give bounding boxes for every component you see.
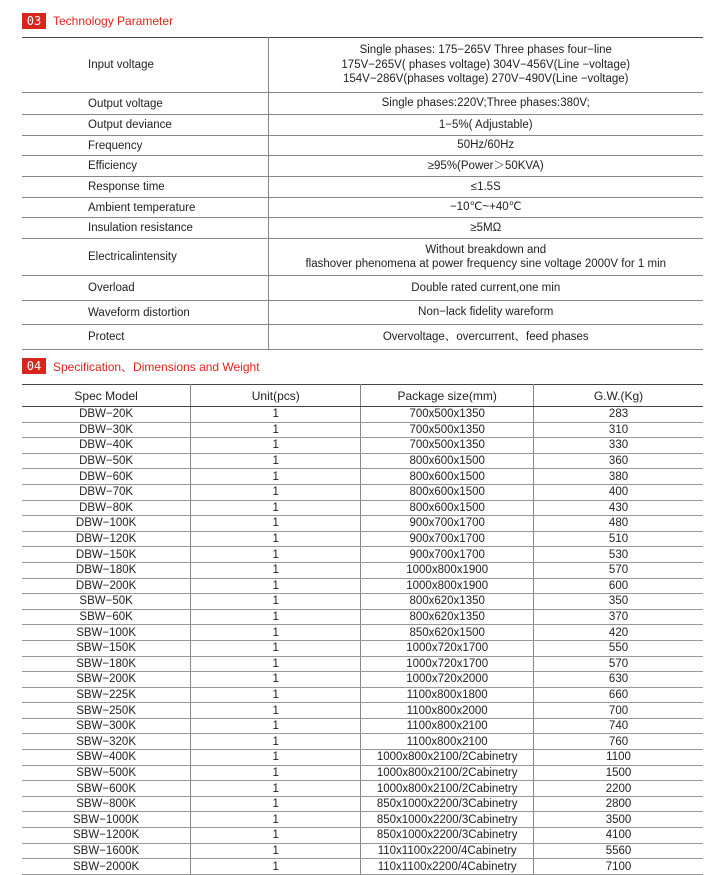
spec-model-cell: SBW−100K [22,625,191,641]
unit-cell: 1 [191,484,361,500]
parameter-value-line: Overvoltage、overcurrent、feed phases [382,330,589,343]
unit-cell: 1 [191,796,361,812]
parameter-value-line: Double rated current,one min [411,281,561,294]
parameter-value [268,93,703,115]
section-number-badge: 04 [22,358,46,374]
parameter-value-line: Single phases: 175−265V Three phases four−line [359,44,612,57]
unit-cell: 1 [191,609,361,625]
parameter-value-line: 175V−265V( phases voltage) 304V−456V(Line −voltage) [341,58,631,71]
weight-cell: 350 [534,594,703,610]
parameter-value [268,325,703,350]
parameter-label: Output voltage [22,93,268,115]
parameter-label: Efficiency [22,156,268,177]
parameter-row [22,38,703,93]
parameter-value [268,276,703,301]
package-size-cell: 1000x800x2100/2Cabinetry [361,750,534,766]
package-size-cell: 110x1100x2200/4Cabinetry [361,859,534,875]
weight-cell: 3500 [534,812,703,828]
table-row [22,531,703,547]
weight-cell: 2800 [534,796,703,812]
technology-parameter-table [22,37,703,350]
unit-cell: 1 [191,562,361,578]
spec-model-cell: DBW−200K [22,578,191,594]
package-size-cell: 850x620x1500 [361,625,534,641]
package-size-cell: 900x700x1700 [361,547,534,563]
parameter-label: Insulation resistance [22,218,268,239]
weight-cell: 7100 [534,859,703,875]
unit-cell: 1 [191,718,361,734]
parameter-value [268,136,703,156]
package-size-cell: 1000x800x1900 [361,562,534,578]
package-size-cell: 700x500x1350 [361,407,534,423]
unit-cell: 1 [191,500,361,516]
unit-cell: 1 [191,750,361,766]
table-row [22,438,703,454]
spec-model-cell: SBW−400K [22,750,191,766]
spec-model-cell: DBW−150K [22,547,191,563]
parameter-value-line: Non−lack fidelity wareform [418,306,554,319]
parameter-row [22,239,703,276]
table-row [22,547,703,563]
parameter-row [22,156,703,177]
weight-cell: 430 [534,500,703,516]
spec-model-cell: SBW−180K [22,656,191,672]
parameter-row [22,93,703,115]
package-size-cell: 800x600x1500 [361,500,534,516]
table-row [22,484,703,500]
weight-cell: 1500 [534,765,703,781]
unit-cell: 1 [191,859,361,875]
table-row [22,469,703,485]
unit-cell: 1 [191,672,361,688]
parameter-label: Overload [22,276,268,301]
package-size-cell: 1100x800x2100 [361,718,534,734]
parameter-label: Frequency [22,136,268,156]
column-header: Package size(mm) [361,385,534,407]
parameter-row [22,218,703,239]
spec-model-cell: DBW−100K [22,516,191,532]
table-row [22,672,703,688]
spec-model-cell: SBW−1000K [22,812,191,828]
weight-cell: 2200 [534,781,703,797]
section-header-technology [22,11,173,31]
section-title: Technology Parameter [53,14,174,28]
unit-cell: 1 [191,578,361,594]
column-header: Spec Model [22,385,191,407]
package-size-cell: 1000x800x2100/2Cabinetry [361,765,534,781]
weight-cell: 360 [534,453,703,469]
table-row [22,765,703,781]
parameter-value-line: ≤1.5S [470,180,501,193]
package-size-cell: 1000x720x1700 [361,656,534,672]
spec-model-cell: SBW−200K [22,672,191,688]
parameter-row [22,136,703,156]
parameter-value [268,115,703,136]
weight-cell: 420 [534,625,703,641]
unit-cell: 1 [191,703,361,719]
table-row [22,609,703,625]
weight-cell: 660 [534,687,703,703]
weight-cell: 4100 [534,828,703,844]
package-size-cell: 900x700x1700 [361,531,534,547]
table-row [22,718,703,734]
parameter-value-line: Without breakdown and [425,243,547,256]
parameter-value [268,301,703,325]
table-row [22,453,703,469]
weight-cell: 400 [534,484,703,500]
package-size-cell: 110x1100x2200/4Cabinetry [361,843,534,859]
package-size-cell: 1000x720x2000 [361,672,534,688]
unit-cell: 1 [191,687,361,703]
package-size-cell: 700x500x1350 [361,438,534,454]
unit-cell: 1 [191,734,361,750]
spec-model-cell: DBW−80K [22,500,191,516]
parameter-value [268,156,703,177]
specification-table [22,384,703,875]
parameter-value-line: flashover phenomena at power frequency sine voltage 2000V for 1 min [305,258,667,270]
weight-cell: 380 [534,469,703,485]
table-row [22,828,703,844]
table-row [22,422,703,438]
unit-cell: 1 [191,843,361,859]
parameter-value [268,198,703,218]
table-header-row [22,385,703,407]
table-row [22,859,703,875]
weight-cell: 370 [534,609,703,625]
parameter-label: Response time [22,177,268,198]
spec-model-cell: DBW−20K [22,407,191,423]
spec-model-cell: SBW−600K [22,781,191,797]
parameter-row [22,115,703,136]
unit-cell: 1 [191,516,361,532]
weight-cell: 480 [534,516,703,532]
parameter-row [22,177,703,198]
spec-model-cell: SBW−150K [22,640,191,656]
spec-model-cell: DBW−40K [22,438,191,454]
spec-model-cell: SBW−320K [22,734,191,750]
package-size-cell: 1100x800x1800 [361,687,534,703]
table-row [22,656,703,672]
parameter-value-line: 1−5%( Adjustable) [438,118,533,131]
parameter-label: Protect [22,325,268,350]
column-header: Unit(pcs) [191,385,361,407]
package-size-cell: 1000x720x1700 [361,640,534,656]
weight-cell: 740 [534,718,703,734]
table-row [22,625,703,641]
weight-cell: 310 [534,422,703,438]
package-size-cell: 1000x800x2100/2Cabinetry [361,781,534,797]
package-size-cell: 1000x800x1900 [361,578,534,594]
unit-cell: 1 [191,656,361,672]
parameter-value-line: 50Hz/60Hz [457,139,515,152]
package-size-cell: 800x620x1350 [361,609,534,625]
spec-model-cell: DBW−60K [22,469,191,485]
table-row [22,562,703,578]
weight-cell: 570 [534,562,703,578]
unit-cell: 1 [191,594,361,610]
table-row [22,578,703,594]
parameter-value [268,38,703,93]
parameter-row [22,276,703,301]
parameter-value [268,239,703,276]
unit-cell: 1 [191,422,361,438]
weight-cell: 1100 [534,750,703,766]
weight-cell: 510 [534,531,703,547]
table-row [22,781,703,797]
spec-model-cell: SBW−500K [22,765,191,781]
package-size-cell: 700x500x1350 [361,422,534,438]
unit-cell: 1 [191,547,361,563]
weight-cell: 700 [534,703,703,719]
parameter-label: Waveform distortion [22,301,268,325]
unit-cell: 1 [191,453,361,469]
parameter-value-line: ≥95%(Power＞50KVA) [427,159,544,172]
package-size-cell: 1100x800x2000 [361,703,534,719]
parameter-label: Electricalintensity [22,239,268,276]
spec-model-cell: SBW−250K [22,703,191,719]
unit-cell: 1 [191,531,361,547]
weight-cell: 570 [534,656,703,672]
spec-model-cell: DBW−120K [22,531,191,547]
package-size-cell: 900x700x1700 [361,516,534,532]
weight-cell: 330 [534,438,703,454]
spec-model-cell: SBW−300K [22,718,191,734]
table-row [22,500,703,516]
table-row [22,594,703,610]
spec-model-cell: DBW−180K [22,562,191,578]
parameter-value [268,218,703,239]
parameter-row [22,325,703,350]
table-row [22,703,703,719]
parameter-value-line: −10℃~+40℃ [449,201,522,214]
spec-model-cell: SBW−50K [22,594,191,610]
package-size-cell: 850x1000x2200/3Cabinetry [361,812,534,828]
spec-model-cell: SBW−60K [22,609,191,625]
table-row [22,687,703,703]
spec-model-cell: SBW−1200K [22,828,191,844]
parameter-value [268,177,703,198]
unit-cell: 1 [191,812,361,828]
parameter-row [22,198,703,218]
section-header-specification [22,356,260,376]
table-row [22,640,703,656]
parameter-label: Input voltage [22,38,268,93]
weight-cell: 630 [534,672,703,688]
parameter-label: Output deviance [22,115,268,136]
parameter-value-line: ≥5MΩ [470,221,502,234]
parameter-label: Ambient temperature [22,198,268,218]
package-size-cell: 1100x800x2100 [361,734,534,750]
package-size-cell: 800x600x1500 [361,453,534,469]
table-row [22,407,703,423]
unit-cell: 1 [191,765,361,781]
unit-cell: 1 [191,640,361,656]
table-row [22,812,703,828]
weight-cell: 550 [534,640,703,656]
unit-cell: 1 [191,469,361,485]
section-number-badge: 03 [22,13,46,29]
package-size-cell: 850x1000x2200/3Cabinetry [361,796,534,812]
table-row [22,750,703,766]
spec-model-cell: DBW−70K [22,484,191,500]
weight-cell: 283 [534,407,703,423]
table-row [22,843,703,859]
parameter-value-line: 154V−286V(phases voltage) 270V−490V(Line −voltage) [343,73,629,86]
package-size-cell: 850x1000x2200/3Cabinetry [361,828,534,844]
spec-model-cell: DBW−30K [22,422,191,438]
spec-model-cell: SBW−800K [22,796,191,812]
unit-cell: 1 [191,828,361,844]
unit-cell: 1 [191,625,361,641]
column-header: G.W.(Kg) [534,385,703,407]
spec-model-cell: SBW−225K [22,687,191,703]
parameter-value-line: Single phases:220V;Three phases:380V; [381,97,590,110]
weight-cell: 530 [534,547,703,563]
section-title: Specification、Dimensions and Weight [53,359,260,374]
spec-model-cell: SBW−1600K [22,843,191,859]
spec-model-cell: DBW−50K [22,453,191,469]
unit-cell: 1 [191,438,361,454]
package-size-cell: 800x620x1350 [361,594,534,610]
table-row [22,734,703,750]
table-row [22,796,703,812]
weight-cell: 5560 [534,843,703,859]
weight-cell: 760 [534,734,703,750]
package-size-cell: 800x600x1500 [361,484,534,500]
unit-cell: 1 [191,407,361,423]
table-row [22,516,703,532]
parameter-row [22,301,703,325]
weight-cell: 600 [534,578,703,594]
package-size-cell: 800x600x1500 [361,469,534,485]
unit-cell: 1 [191,781,361,797]
spec-model-cell: SBW−2000K [22,859,191,875]
